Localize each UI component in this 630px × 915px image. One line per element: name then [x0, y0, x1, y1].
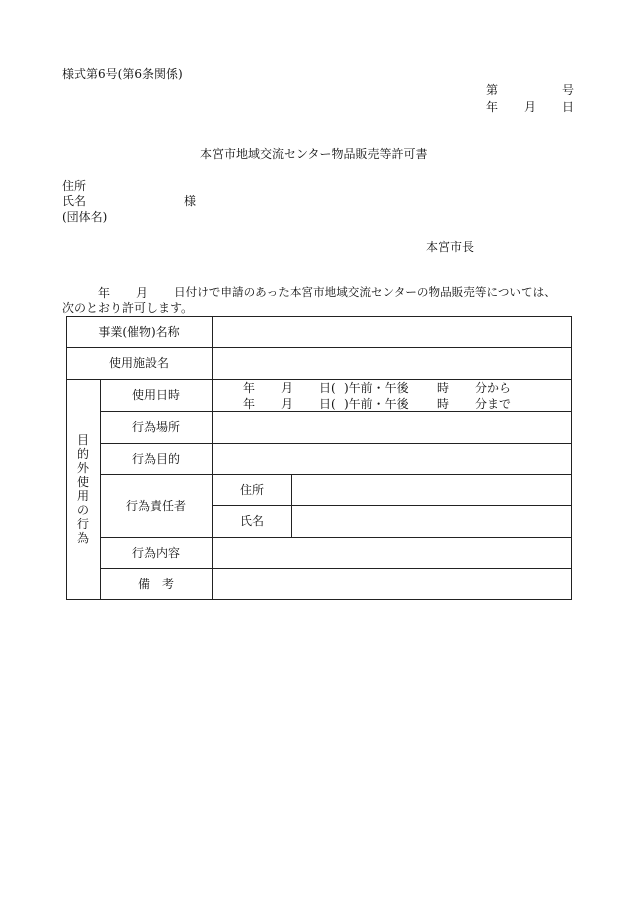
body-text-line1: 日付けで申請のあった本宮市地域交流センターの物品販売等については、: [174, 285, 556, 299]
issue-month: 月: [524, 100, 537, 114]
column-rule: [291, 474, 292, 537]
datetime-to-ampm: )午前・午後: [344, 397, 409, 411]
event-name-label: 事業(催物)名称: [98, 324, 180, 339]
form-id: 様式第6号(第6条関係): [62, 67, 183, 81]
recipient-group-label: (団体名): [62, 210, 108, 224]
datetime-to-month: 月: [281, 397, 294, 411]
doc-number-prefix: 第: [486, 83, 499, 97]
responsible-person-label: 行為責任者: [125, 498, 186, 513]
group-label-char: 目: [76, 433, 89, 447]
group-label-char: 為: [76, 531, 89, 545]
recipient-address-label: 住所: [62, 179, 87, 193]
datetime-to-year: 年: [243, 397, 256, 411]
group-label-char: 的: [76, 447, 89, 461]
datetime-label: 使用日時: [131, 388, 180, 402]
datetime-from-year: 年: [243, 381, 256, 395]
content-label: 行為内容: [131, 545, 180, 560]
datetime-from-month: 月: [281, 381, 294, 395]
group-label-char: の: [76, 503, 89, 517]
datetime-from-ampm: )午前・午後: [344, 381, 409, 395]
responsible-address-label: 住所: [240, 482, 265, 497]
group-label-char: 行: [76, 517, 89, 531]
recipient-honorific: 様: [184, 194, 197, 208]
document-title: 本宮市地域交流センター物品販売等許可書: [200, 147, 428, 161]
facility-label: 使用施設名: [108, 356, 169, 370]
group-label-char: 外: [76, 461, 89, 475]
permit-table: [66, 316, 572, 600]
datetime-from-hour: 時: [437, 381, 450, 395]
body-year: 年: [98, 286, 111, 300]
doc-number-suffix: 号: [562, 83, 575, 97]
group-label-char: 使: [76, 475, 89, 489]
remarks-label: 備 考: [137, 576, 174, 591]
row-rule: [212, 505, 572, 506]
place-label: 行為場所: [131, 420, 180, 434]
issuer-name: 本宮市長: [426, 240, 475, 254]
datetime-from-day: 日(: [319, 381, 336, 395]
group-label-char: 用: [76, 489, 89, 503]
non-purpose-use-group-label: [66, 379, 100, 599]
body-text-line2: 次のとおり許可します。: [62, 301, 194, 315]
table-border-bottom: [66, 599, 572, 600]
recipient-name-label: 氏名: [62, 194, 87, 208]
datetime-to-day: 日(: [319, 397, 336, 411]
datetime-to-minute: 分まで: [475, 397, 512, 411]
responsible-name-label: 氏名: [240, 514, 265, 528]
datetime-from-minute: 分から: [475, 381, 512, 395]
purpose-label: 行為目的: [131, 451, 180, 466]
issue-day: 日: [562, 100, 575, 114]
table-border-right: [571, 316, 572, 600]
column-rule: [212, 316, 213, 600]
body-month: 月: [136, 286, 149, 300]
issue-year: 年: [486, 100, 499, 114]
datetime-to-hour: 時: [437, 397, 450, 411]
